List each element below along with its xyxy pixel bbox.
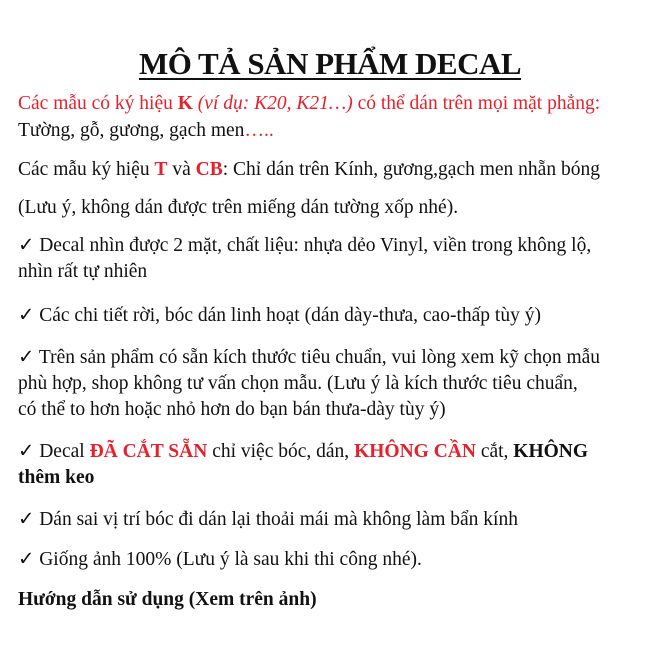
text: và [167,159,196,180]
text: Decal nhìn được 2 mặt, chất liệu: nhựa dẻo Vinyl, viền trong không lộ, [39,235,592,256]
text: Các mẫu có ký hiệu [18,93,178,114]
bullet-4 [18,441,588,463]
bullet-5 [18,509,518,531]
usage-guide-heading: Hướng dẫn sử dụng (Xem trên ảnh) [18,589,317,610]
check-icon: ✓ [18,509,35,530]
text: Các mẫu ký hiệu [18,159,155,180]
example-text: (ví dụ: K20, K21…) [192,93,353,114]
text: có thể dán trên mọi mặt phẳng: [352,93,601,114]
check-icon: ✓ [18,305,35,326]
bullet-6 [18,549,422,571]
code-cb: CB [195,159,223,180]
note-line: (Lưu ý, không dán được trên miếng dán tường xốp nhé). [18,197,459,218]
bold-text: KHÔNG [513,441,589,462]
code-t: T [154,159,168,180]
bullet-3 [18,347,600,369]
text: cắt, [475,441,514,462]
text: Trên sản phẩm có sẵn kích thước tiêu chuẩn, vui lòng xem kỹ chọn mẫu [38,347,601,368]
bullet-1 [18,235,591,257]
text: Các chi tiết rời, bóc dán linh hoạt (dán dày-thưa, cao-thấp tùy ý) [39,305,541,326]
bullet-3-cont: có thể to hơn hoặc nhỏ hơn do bạn bán thưa-dày tùy ý) [18,399,446,420]
paragraph-t-cb-models [18,159,600,181]
highlight: ĐÃ CẮT SẴN [89,441,208,462]
check-icon: ✓ [18,549,35,570]
check-icon: ✓ [18,441,35,462]
bullet-2 [18,305,541,327]
page-title: MÔ TẢ SẢN PHẨM DECAL [138,46,522,81]
bullet-4-cont [18,467,94,489]
bullet-1-cont: nhìn rất tự nhiên [18,261,148,282]
text: : Chỉ dán trên Kính, gương,gạch men nhẵn bóng [222,159,600,180]
text: chỉ việc bóc, dán, [207,441,355,462]
paragraph-k-models [18,93,600,115]
text: Giống ảnh 100% (Lưu ý là sau khi thi công nhé). [39,549,422,570]
bullet-3-cont: phù hợp, shop không tư vấn chọn mẫu. (Lưu ý là kích thước tiêu chuẩn, [18,373,578,394]
bold-text: thêm keo [18,467,95,488]
text: Tường, gỗ, gương, gạch men [18,120,245,141]
check-icon: ✓ [18,347,35,368]
ellipsis: ….. [244,120,274,141]
check-icon: ✓ [18,235,35,256]
text: Decal [39,441,90,462]
text: Dán sai vị trí bóc đi dán lại thoải mái mà không làm bẩn kính [39,509,518,530]
code-k: K [177,93,193,114]
highlight: KHÔNG CẦN [354,441,476,462]
surfaces-line [18,120,274,142]
